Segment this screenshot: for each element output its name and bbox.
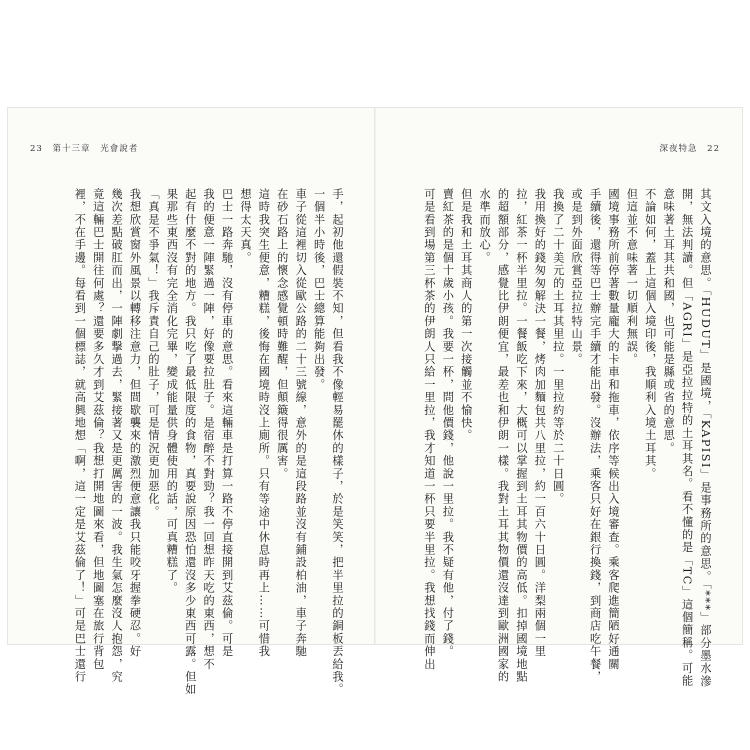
text-column: 「真是不爭氣！」我斥責自己的肚子，可是情況更加惡化。 [146, 188, 160, 519]
text-column: 幾次差點破肛而出，一陣劇撃過去，緊接著又是更厲害的一波。我生氣怎麼沒人抱怨，究 [110, 188, 124, 684]
text-column: 車子從這裡切入從歐公路的二十三號線，意外的是這段路並沒有鋪設柏油，車子奔馳 [294, 188, 308, 658]
text-column: 在砂石路上的懷念感覺頓時難醒，但顛簸得很厲害。 [275, 188, 289, 481]
text-column: 水準而放心。 [478, 188, 492, 265]
text-column: 國境事務所前停著數量龐大的卡車和拖車，依序等候出入境審查。乘客爬進簡陋好通關 [606, 188, 620, 671]
text-column: 開，無法判讀。但「AGRI」是亞拉拉特的土耳其名。看不懂的是「TC」這個簡稱。可能 [680, 188, 694, 688]
text-column: 可是看到場第三杯茶的伊朗人只給一里拉，我才知道一杯只要半里拉。我想找錢而伸出 [422, 188, 436, 671]
text-column: 的超額部分，感覺比伊朗便宜，最差也和伊朗一樣。我對土耳其物價還沒達到歐洲國家的 [496, 188, 510, 684]
text-column: 意味著土耳其共和國，也可能是縣或省的意思。 [662, 188, 676, 455]
text-column: 起有什麼不對的地方。我只吃了最低限度的食物，真要說原因恐怕還沒多少東西可露。但如 [183, 188, 197, 696]
text-column: 其文入境的意思。「HUDUT」是國境，「KAPISI」是事務所的意思。「***」部分墨水滲 [699, 188, 712, 688]
text-column: 我換了二十美元的土耳其里拉。一里拉約等於二十日圓。 [551, 188, 565, 506]
text-column: 巴士一路奔馳，沒有停車的意思。看來這輛車是打算一路不停直接開到艾茲倫。可是 [220, 188, 234, 658]
book-gutter [374, 108, 376, 644]
text-column: 果那些東西沒有完全消化完畢，變成能量供身體使用的話，可真糟糕了。 [165, 188, 179, 595]
left-page-number: 23 [30, 144, 43, 154]
text-column: 這時我突生便意，糟糕，後悔在國境時沒上廁所。只有等途中休息時再上……可惜我 [257, 188, 271, 658]
text-column: 但是我和土耳其商人的第一次接觸並不愉快。 [459, 188, 473, 442]
left-page-body [73, 188, 346, 696]
text-column: 但這並不意味著一切順利無誤。 [625, 188, 639, 366]
text-column: 賣紅茶的是個十歲小孩。我要一杯，問他價錢，他說一里拉。我不疑有他，付了錢。 [441, 188, 455, 658]
left-chapter-label: 第十三章 [52, 144, 91, 154]
right-running-title: 深夜特急 [659, 144, 698, 154]
text-column: 或是到外面欣賞亞拉拉特山景。 [570, 188, 584, 366]
text-column: 一個半小時後，巴士總算能夠出發。 [312, 188, 326, 392]
text-column: 我的便意一陣緊過一陣，好像要拉肚子。是宿醉不對勁？我一回想昨天吃的東西，想不 [202, 188, 216, 671]
right-page-body [406, 188, 714, 688]
right-page-number: 22 [707, 144, 720, 154]
text-column: 不論如何，蓋上這個入境印後，我順利入境土耳其。 [643, 188, 657, 481]
text-column: 我想欣賞窗外風景以轉移注意力，但間歇襲來的激烈便意讓我只能咬牙握拳硬忍。好 [128, 188, 142, 658]
left-chapter-title: 光會說者 [100, 144, 139, 154]
text-column: 想得太天真。 [238, 188, 252, 265]
text-column: 手續後，還得等巴士辦完手續才能出發。沒辦法，乘客只好在銀行換錢，到商店吃午餐， [588, 188, 602, 684]
text-column: 裡，不在手邊。每看到一個標誌，就高興地想「啊，這一定是艾茲倫了！」可是巴士還行 [73, 188, 87, 684]
text-column: 拉，紅茶一杯半里拉。一餐飯吃下來，大概可以掌握到土耳其物價的高低。扣掉國境地點 [514, 188, 528, 684]
text-column: 我用換好的錢匆匆解決一餐，烤肉加麵包共八里拉，約一百六十日圓。洋梨兩個一里 [533, 188, 547, 658]
right-page-header [653, 142, 720, 154]
left-page-header [30, 142, 144, 154]
text-column: 竟這輛巴士開往何處？還要多久才到艾茲倫？我想打開地圖來看，但地圖塞在旅行背包 [91, 188, 105, 671]
text-column: 手，起初他還假裝不知，但看我不像輕易罷休的樣子，於是笑笑，把半里拉的銅板丟給我。 [331, 188, 344, 696]
